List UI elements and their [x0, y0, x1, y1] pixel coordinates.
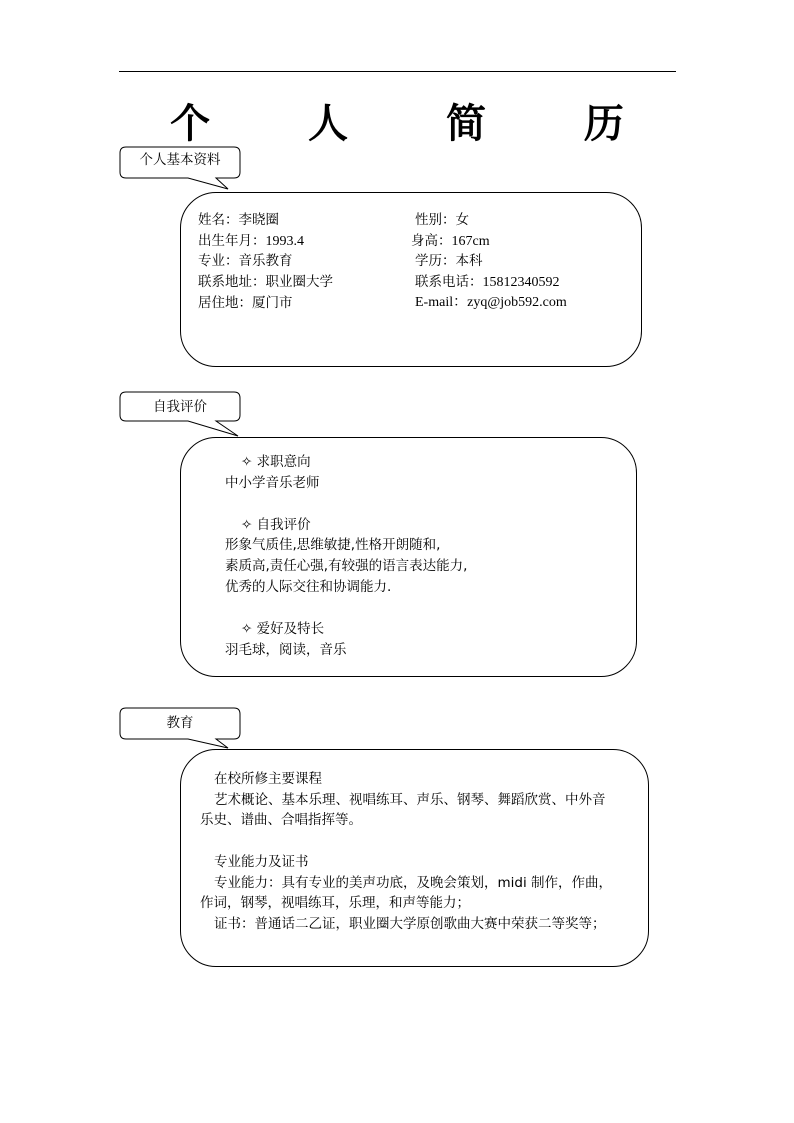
residence-field: 居住地：厦门市: [198, 295, 293, 311]
phone-field: [415, 270, 560, 291]
eval-heading-text: 自我评价: [256, 517, 311, 533]
skills-heading: 专业能力及证书: [214, 854, 309, 870]
birth-field: [198, 229, 304, 250]
degree-field: 学历：本科: [415, 253, 483, 269]
job-value: 中小学音乐老师: [225, 475, 320, 491]
eval-line: 优秀的人际交往和协调能力.: [225, 579, 392, 595]
address-field: 联系地址：职业圈大学: [198, 274, 333, 290]
name-field: 姓名：李晓圈: [198, 212, 279, 228]
section-label-self-eval: 自我评价: [153, 399, 207, 415]
eval-heading: [241, 513, 311, 533]
hobby-heading-text: 爱好及特长: [256, 621, 325, 637]
sparkle-icon: ✧: [241, 454, 253, 470]
birth-label: 出生年月：: [198, 233, 266, 249]
skills-line: 专业能力：具有专业的美声功底，及晚会策划，midi 制作，作曲，: [214, 875, 613, 891]
eval-line: 素质高,责任心强,有较强的语言表达能力,: [225, 558, 468, 574]
email-value: zyq@job592.com: [467, 295, 567, 310]
email-label: E-mail：: [415, 295, 468, 310]
sparkle-icon: ✧: [241, 517, 253, 533]
certificate-line: 证书：普通话二乙证，职业圈大学原创歌曲大赛中荣获二等奖等；: [214, 916, 606, 932]
courses-line: 乐史、谱曲、合唱指挥等。: [200, 812, 362, 828]
courses-line: 艺术概论、基本乐理、视唱练耳、声乐、钢琴、舞蹈欣赏、中外音: [214, 792, 606, 808]
hobby-heading: [241, 617, 324, 637]
birth-value: 1993.4: [265, 234, 304, 249]
hobby-value: 羽毛球，阅读，音乐: [225, 642, 347, 658]
section-label-education: 教育: [166, 715, 194, 731]
eval-line: 形象气质佳,思维敏捷,性格开朗随和,: [225, 537, 441, 553]
self-eval-box: [180, 437, 637, 677]
gender-field: 性别：女: [415, 212, 469, 228]
page-title: 个 人 简 历: [170, 100, 666, 147]
job-heading: [241, 450, 311, 470]
skills-line: 作词，钢琴，视唱练耳，乐理，和声等能力；: [200, 895, 470, 911]
sparkle-icon: ✧: [241, 621, 253, 637]
education-box: [180, 749, 649, 967]
section-label-basic: 个人基本资料: [139, 152, 221, 168]
height-value: 167cm: [451, 234, 490, 249]
phone-label: 联系电话：: [415, 274, 483, 290]
height-label: 身高：: [411, 233, 452, 249]
job-heading-text: 求职意向: [256, 454, 311, 470]
email-field: [415, 291, 567, 311]
top-rule: [119, 71, 676, 72]
basic-info-box: [180, 192, 642, 367]
phone-value: 15812340592: [482, 275, 560, 290]
major-field: 专业：音乐教育: [198, 253, 293, 269]
height-field: [411, 229, 490, 250]
courses-heading: 在校所修主要课程: [214, 771, 322, 787]
